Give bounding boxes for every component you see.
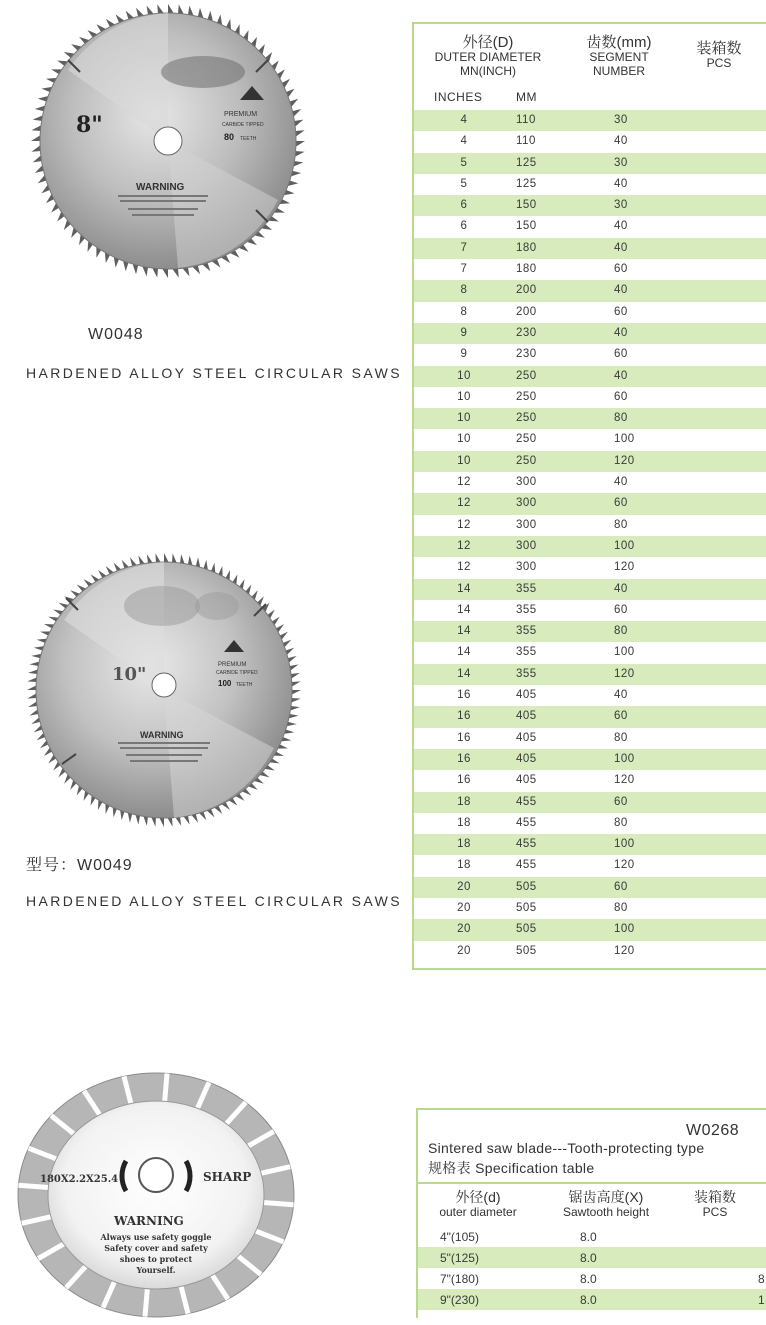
spec-header-diameter — [422, 1190, 534, 1220]
diameter-cell: 4"(105) — [440, 1230, 479, 1244]
table-row — [414, 834, 766, 855]
header-segment-en1: SEGMENT — [589, 50, 649, 64]
table-row — [414, 195, 766, 216]
segment-cell: 120 — [614, 774, 635, 787]
saw1-brand: PREMIUM — [224, 111, 258, 118]
segment-cell: 40 — [614, 369, 628, 382]
segment-cell: 30 — [614, 114, 628, 126]
table-row — [414, 664, 766, 685]
mm-cell: 355 — [516, 603, 537, 616]
pcs-cell: 8 — [758, 1272, 765, 1286]
header-pcs — [684, 42, 754, 70]
inch-cell: 14 — [457, 603, 471, 616]
segment-cell: 120 — [614, 454, 635, 467]
segment-cell: 60 — [614, 880, 628, 893]
segment-cell: 80 — [614, 625, 628, 638]
mm-cell: 405 — [516, 774, 537, 787]
segment-cell: 60 — [614, 305, 628, 318]
table-row — [414, 259, 766, 280]
saw2-teeth: 100 — [218, 679, 232, 688]
table-header — [414, 24, 766, 86]
table-row — [414, 792, 766, 813]
saw2-teeth-unit: TEETH — [236, 682, 253, 688]
table-row — [414, 408, 766, 429]
inch-cell: 14 — [457, 625, 471, 638]
mm-cell: 505 — [516, 944, 537, 957]
mm-cell: 300 — [516, 539, 537, 552]
mm-cell: 125 — [516, 156, 537, 169]
segment-cell: 80 — [614, 412, 628, 425]
mm-cell: 250 — [516, 433, 537, 446]
inch-cell: 18 — [457, 816, 471, 829]
saw3-warning: WARNING — [114, 1214, 184, 1228]
table-row — [414, 429, 766, 450]
inch-cell: 12 — [457, 561, 471, 574]
saw3-size-text: 180X2.2X25.4 — [40, 1174, 119, 1185]
spec-title-en: Sintered saw blade---Tooth-protecting type — [428, 1140, 705, 1156]
segment-cell: 60 — [614, 263, 628, 276]
mm-cell: 405 — [516, 731, 537, 744]
spec-title-zh: 规格表 Specification table — [428, 1160, 595, 1176]
segmented-saw-blade-image-w0268 — [10, 1065, 300, 1320]
mm-cell: 405 — [516, 689, 537, 702]
inch-cell: 10 — [457, 412, 471, 425]
mm-cell: 180 — [516, 241, 537, 254]
spec-header-diameter-en: outer diameter — [439, 1205, 517, 1219]
mm-cell: 110 — [516, 114, 536, 126]
table-row — [414, 344, 766, 365]
subheader-mm: MM — [516, 90, 537, 104]
header-segment-en2: NUMBER — [592, 64, 645, 78]
inch-cell: 4 — [460, 114, 468, 126]
segment-cell: 60 — [614, 710, 628, 723]
table-row — [414, 110, 766, 131]
table-row — [414, 174, 766, 195]
header-pcs-en: PCS — [706, 56, 732, 70]
table-row — [414, 238, 766, 259]
header-segment-zh: 齿数(mm) — [586, 34, 652, 51]
saw-blade-image-w0049 — [22, 548, 307, 833]
table-row — [414, 706, 766, 727]
inch-cell: 18 — [457, 838, 471, 851]
segment-cell: 120 — [614, 859, 635, 872]
product-description-w0049: HARDENED ALLOY STEEL CIRCULAR SAWS — [26, 893, 402, 909]
inch-cell: 18 — [457, 795, 471, 808]
inch-cell: 14 — [457, 582, 471, 595]
table-row — [414, 685, 766, 706]
mm-cell: 405 — [516, 710, 537, 723]
segment-cell: 100 — [614, 838, 635, 851]
header-diameter-zh: 外径(D) — [462, 34, 514, 51]
saw1-size-text: 8" — [76, 112, 103, 138]
inch-cell: 6 — [460, 199, 468, 212]
model-code-w0048: W0048 — [88, 326, 144, 343]
spec-header-pcs — [680, 1190, 750, 1220]
inch-cell: 20 — [457, 923, 471, 936]
model-code-w0268: W0268 — [686, 1122, 740, 1139]
inch-cell: 8 — [460, 305, 468, 318]
sawtooth-cell: 8.0 — [580, 1230, 597, 1244]
table-row — [414, 153, 766, 174]
table-row — [414, 941, 766, 962]
table-row — [414, 877, 766, 898]
segment-cell: 100 — [614, 433, 635, 446]
table-row — [414, 749, 766, 770]
circular-saw-spec-table — [412, 22, 766, 970]
mm-cell: 250 — [516, 369, 537, 382]
inch-cell: 12 — [457, 497, 471, 510]
saw2-size-text: 10" — [112, 664, 147, 685]
header-outer-diameter — [418, 36, 558, 78]
saw3-warning-line1: Always use safety goggle — [100, 1232, 212, 1242]
table-row — [414, 280, 766, 301]
header-diameter-unit: MN(INCH) — [460, 64, 516, 78]
mm-cell: 355 — [516, 625, 537, 638]
table-row — [414, 898, 766, 919]
segment-cell: 100 — [614, 752, 635, 765]
mm-cell: 405 — [516, 752, 537, 765]
inch-cell: 7 — [460, 241, 468, 254]
inch-cell: 18 — [457, 859, 471, 872]
inch-cell: 7 — [460, 263, 468, 276]
segment-cell: 80 — [614, 901, 628, 914]
mm-cell: 355 — [516, 582, 537, 595]
spec-header-sawtooth — [546, 1190, 666, 1220]
mm-cell: 250 — [516, 390, 537, 403]
table-row — [414, 579, 766, 600]
diameter-cell: 5"(125) — [440, 1251, 479, 1265]
inch-cell: 10 — [457, 369, 471, 382]
segment-cell: 40 — [614, 220, 628, 233]
table-row — [414, 515, 766, 536]
inch-cell: 10 — [457, 433, 471, 446]
table-row — [414, 855, 766, 876]
inch-cell: 12 — [457, 476, 471, 489]
segment-cell: 100 — [614, 646, 635, 659]
header-pcs-zh: 装箱数 — [696, 40, 742, 57]
table-row — [414, 813, 766, 834]
segment-cell: 80 — [614, 816, 628, 829]
mm-cell: 505 — [516, 880, 537, 893]
table-row — [414, 302, 766, 323]
inch-cell: 16 — [457, 752, 471, 765]
inch-cell: 5 — [460, 177, 468, 190]
table-row — [414, 451, 766, 472]
saw1-tipped: CARBIDE TIPPED — [222, 122, 264, 128]
inch-cell: 5 — [460, 156, 468, 169]
inch-cell: 10 — [457, 454, 471, 467]
sintered-saw-spec-table — [416, 1108, 766, 1318]
sawtooth-cell: 8.0 — [580, 1251, 597, 1265]
saw-blade-image-w0048 — [28, 0, 308, 282]
diameter-cell: 9"(230) — [440, 1293, 479, 1307]
inch-cell: 4 — [460, 135, 468, 148]
segment-cell: 60 — [614, 390, 628, 403]
mm-cell: 455 — [516, 816, 537, 829]
segment-cell: 40 — [614, 582, 628, 595]
inch-cell: 16 — [457, 689, 471, 702]
mm-cell: 200 — [516, 284, 537, 297]
segment-cell: 60 — [614, 497, 628, 510]
segment-cell: 30 — [614, 156, 628, 169]
segment-cell: 40 — [614, 135, 628, 148]
table-row — [418, 1247, 766, 1268]
mm-cell: 125 — [516, 177, 537, 190]
mm-cell: 300 — [516, 518, 537, 531]
spec-header-pcs-en: PCS — [702, 1205, 728, 1219]
inch-cell: 10 — [457, 390, 471, 403]
table-row — [414, 387, 766, 408]
mm-cell: 455 — [516, 859, 537, 872]
saw3-warning-line2: Safety cover and safety — [104, 1243, 208, 1253]
segment-cell: 100 — [614, 923, 635, 936]
segment-cell: 80 — [614, 518, 628, 531]
spec-table-body — [418, 1226, 766, 1310]
saw2-tipped: CARBIDE TIPPED — [216, 670, 258, 676]
divider — [418, 1182, 766, 1184]
inch-cell: 16 — [457, 731, 471, 744]
table-row — [418, 1226, 766, 1247]
inch-cell: 20 — [457, 880, 471, 893]
table-row — [414, 493, 766, 514]
product-description-w0048: HARDENED ALLOY STEEL CIRCULAR SAWS — [26, 365, 402, 381]
segment-cell: 40 — [614, 241, 628, 254]
inch-cell: 16 — [457, 710, 471, 723]
segment-cell: 60 — [614, 348, 628, 361]
pcs-cell: 1 — [758, 1293, 765, 1307]
mm-cell: 250 — [516, 454, 537, 467]
header-segment-number — [564, 36, 674, 78]
model-code-w0049: 型号：W0049 — [26, 857, 133, 874]
inch-cell: 20 — [457, 901, 471, 914]
segment-cell: 120 — [614, 944, 635, 957]
table-row — [414, 600, 766, 621]
saw1-warning: WARNING — [136, 182, 185, 193]
mm-cell: 300 — [516, 476, 537, 489]
inch-cell: 9 — [460, 326, 468, 339]
segment-cell: 30 — [614, 199, 628, 212]
inch-cell: 16 — [457, 774, 471, 787]
segment-cell: 40 — [614, 326, 628, 339]
mm-cell: 250 — [516, 412, 537, 425]
mm-cell: 300 — [516, 561, 537, 574]
subheader-inches: INCHES — [434, 90, 483, 104]
table-row — [414, 621, 766, 642]
header-diameter-en: DUTER DIAMETER — [434, 50, 542, 64]
mm-cell: 455 — [516, 795, 537, 808]
inch-cell: 20 — [457, 944, 471, 957]
segment-cell: 40 — [614, 476, 628, 489]
saw1-teeth: 80 — [224, 132, 235, 142]
mm-cell: 355 — [516, 646, 537, 659]
spec-header-sawtooth-en: Sawtooth height — [562, 1205, 650, 1219]
mm-cell: 505 — [516, 923, 537, 936]
inch-cell: 6 — [460, 220, 468, 233]
mm-cell: 355 — [516, 667, 537, 680]
spec-header-pcs-zh: 装箱数 — [694, 1189, 736, 1205]
spec-header-diameter-zh: 外径(d) — [455, 1189, 501, 1205]
saw2-warning: WARNING — [140, 730, 184, 740]
table-row — [414, 919, 766, 940]
table-row — [414, 323, 766, 344]
saw3-warning-line4: Yourself. — [136, 1265, 176, 1275]
segment-cell: 40 — [614, 689, 628, 702]
sawtooth-cell: 8.0 — [580, 1272, 597, 1286]
mm-cell: 455 — [516, 838, 537, 851]
segment-cell: 100 — [614, 539, 635, 552]
sawtooth-cell: 8.0 — [580, 1293, 597, 1307]
segment-cell: 120 — [614, 561, 635, 574]
table-row — [414, 728, 766, 749]
mm-cell: 230 — [516, 348, 537, 361]
inch-cell: 9 — [460, 348, 468, 361]
saw2-brand: PREMIUM — [218, 662, 247, 668]
saw1-teeth-unit: TEETH — [240, 136, 257, 142]
segment-cell: 60 — [614, 603, 628, 616]
table-row — [414, 366, 766, 387]
mm-cell: 230 — [516, 326, 537, 339]
segment-cell: 40 — [614, 284, 628, 297]
mm-cell: 110 — [516, 135, 536, 148]
table-row — [414, 216, 766, 237]
table-row — [418, 1268, 766, 1289]
table-row — [414, 642, 766, 663]
segment-cell: 80 — [614, 731, 628, 744]
mm-cell: 150 — [516, 199, 537, 212]
diameter-cell: 7"(180) — [440, 1272, 479, 1286]
spec-header-sawtooth-zh: 锯齿高度(X) — [568, 1189, 644, 1205]
table-row — [418, 1289, 766, 1310]
table-body — [414, 110, 766, 962]
table-row — [414, 472, 766, 493]
table-row — [414, 557, 766, 578]
inch-cell: 8 — [460, 284, 468, 297]
table-row — [414, 770, 766, 791]
mm-cell: 150 — [516, 220, 537, 233]
inch-cell: 14 — [457, 667, 471, 680]
mm-cell: 300 — [516, 497, 537, 510]
inch-cell: 12 — [457, 539, 471, 552]
inch-cell: 12 — [457, 518, 471, 531]
segment-cell: 40 — [614, 177, 628, 190]
mm-cell: 180 — [516, 263, 537, 276]
segment-cell: 60 — [614, 795, 628, 808]
table-row — [414, 536, 766, 557]
table-row — [414, 131, 766, 152]
segment-cell: 120 — [614, 667, 635, 680]
inch-cell: 14 — [457, 646, 471, 659]
saw3-sharp-text: SHARP — [203, 1170, 252, 1184]
mm-cell: 200 — [516, 305, 537, 318]
mm-cell: 505 — [516, 901, 537, 914]
saw3-warning-line3: shoes to protect — [119, 1254, 193, 1264]
